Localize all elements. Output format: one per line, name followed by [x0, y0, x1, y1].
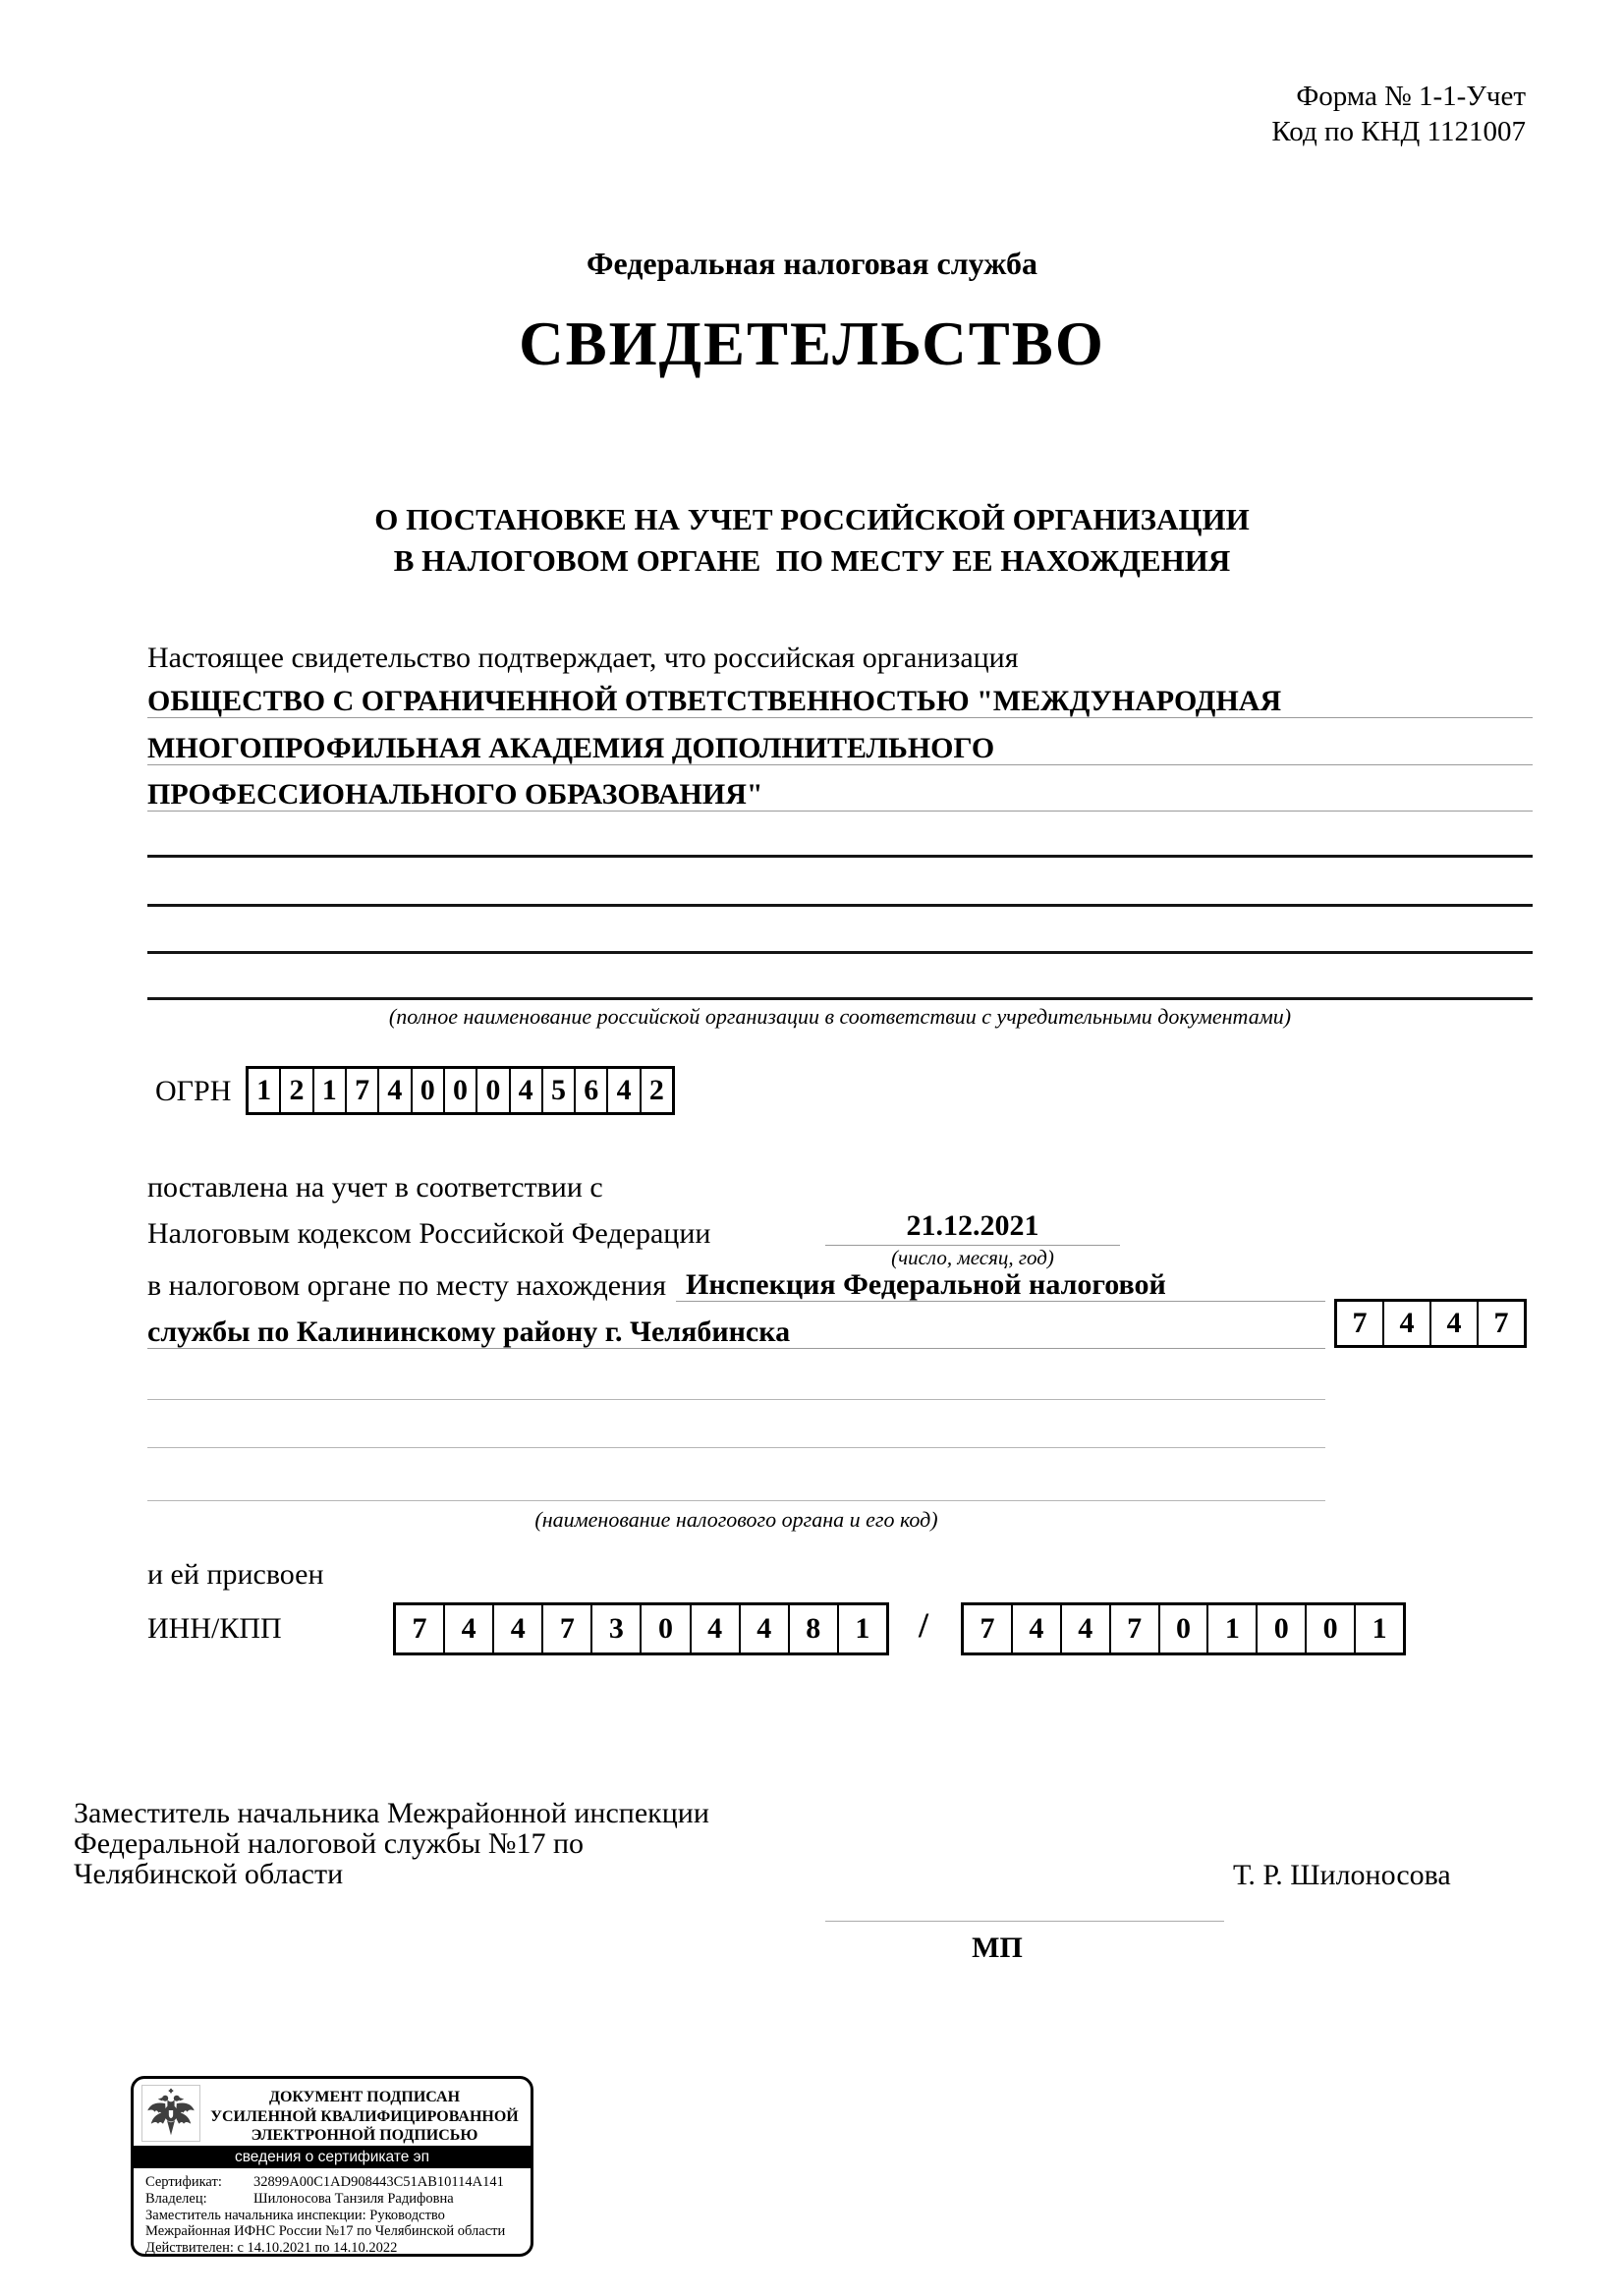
digit-cell: 4 [608, 1069, 641, 1112]
blank-line [147, 904, 1533, 907]
registration-text-line1: поставлена на учет в соответствии с [147, 1171, 603, 1204]
stamp-position-line: Заместитель начальника инспекции: Руководство [145, 2207, 445, 2223]
digit-cell: 4 [1384, 1302, 1431, 1345]
organization-name-line1: ОБЩЕСТВО С ОГРАНИЧЕННОЙ ОТВЕТСТВЕННОСТЬЮ "МЕЖДУНАРОДНАЯ [147, 685, 1533, 718]
tax-authority-caption: (наименование налогового органа и его код) [534, 1507, 938, 1532]
signature-line [825, 1921, 1224, 1922]
document-title: СВИДЕТЕЛЬСТВО [519, 309, 1105, 378]
inn-digit-boxes [393, 1602, 889, 1655]
signer-position-line2: Федеральной налоговой службы №17 по [74, 1827, 585, 1860]
registration-date-field [825, 1209, 1120, 1269]
digit-cell: 7 [1111, 1605, 1160, 1652]
form-code-block [1032, 79, 1526, 149]
digit-cell: 4 [445, 1605, 494, 1652]
registration-date-caption: (число, месяц, год) [891, 1246, 1054, 1269]
registration-date: 21.12.2021 [825, 1209, 1120, 1246]
organization-name-caption: (полное наименование российской организации в соответствии с учредительными документами) [388, 1004, 1292, 1029]
digit-cell: 0 [413, 1069, 445, 1112]
signer-position-block [74, 1798, 820, 1889]
tax-authority-row1 [147, 1268, 1325, 1302]
owner-label: Владелец: [145, 2190, 207, 2207]
digit-cell: 0 [1258, 1605, 1307, 1652]
digit-cell: 4 [741, 1605, 790, 1652]
coat-of-arms-icon [141, 2085, 200, 2142]
digit-cell: 7 [1337, 1302, 1384, 1345]
signer-name: Т. Р. Шилоносова [1233, 1859, 1451, 1891]
digit-cell: 0 [1307, 1605, 1356, 1652]
stamp-title-line3: ЭЛЕКТРОННОЙ ПОДПИСЬЮ [251, 2127, 478, 2144]
digit-cell: 2 [281, 1069, 313, 1112]
agency-name: Федеральная налоговая служба [586, 246, 1038, 281]
stamp-validity-line: Действителен: с 14.10.2021 по 14.10.2022 [145, 2240, 398, 2257]
subtitle-line2: В НАЛОГОВОМ ОРГАНЕ ПО МЕСТУ ЕЕ НАХОЖДЕНИЯ [393, 543, 1231, 578]
blank-line [147, 1500, 1325, 1501]
stamp-title-line1: ДОКУМЕНТ ПОДПИСАН [268, 2089, 461, 2105]
digit-cell: 1 [1372, 1612, 1387, 1645]
digit-cell: 1 [855, 1612, 870, 1645]
digit-cell: 4 [494, 1605, 543, 1652]
knd-code: Код по КНД 1121007 [1271, 116, 1526, 147]
digit-cell: 0 [445, 1069, 477, 1112]
organization-name-line3: ПРОФЕССИОНАЛЬНОГО ОБРАЗОВАНИЯ" [147, 778, 1533, 812]
digit-cell: 1 [314, 1069, 347, 1112]
electronic-signature-stamp [131, 2076, 533, 2257]
digit-cell: 4 [511, 1069, 543, 1112]
stamp-certificate-bar: сведения о сертификате эп [134, 2146, 531, 2168]
digit-cell: 6 [576, 1069, 608, 1112]
certificate-value: 32899A00C1AD908443C51AB10114A141 [253, 2174, 504, 2190]
digit-cell: 0 [642, 1605, 691, 1652]
owner-value: Шилоносова Танзиля Радифовна [253, 2190, 454, 2207]
subtitle-line1: О ПОСТАНОВКЕ НА УЧЕТ РОССИЙСКОЙ ОРГАНИЗАЦИИ [374, 502, 1250, 536]
document-subtitle [0, 499, 1624, 582]
signer-position-line3: Челябинской области [74, 1858, 344, 1890]
digit-cell: 4 [1013, 1605, 1062, 1652]
blank-line [147, 1399, 1325, 1400]
digit-cell: 0 [477, 1069, 510, 1112]
digit-cell: 7 [964, 1605, 1013, 1652]
ogrn-label: ОГРН [155, 1075, 232, 1107]
tax-authority-name-line2: службы по Калининскому району г. Челябинска [147, 1316, 1325, 1349]
digit-cell: 0 [1160, 1605, 1209, 1652]
ogrn-digit-boxes [246, 1066, 675, 1115]
digit-cell: 5 [543, 1069, 576, 1112]
digit-cell: 7 [543, 1605, 592, 1652]
inn-kpp-separator: / [918, 1605, 928, 1645]
digit-cell: 7 [347, 1069, 379, 1112]
tax-authority-intro: в налоговом органе по месту нахождения [147, 1269, 667, 1302]
blank-line [147, 1447, 1325, 1448]
kpp-digit-boxes [961, 1602, 1406, 1655]
seal-place-label: МП [972, 1932, 1023, 1964]
blank-line [147, 951, 1533, 954]
registration-text-line2: Налоговым кодексом Российской Федерации [147, 1217, 711, 1250]
intro-text: Настоящее свидетельство подтверждает, что российская организация [147, 642, 1019, 674]
blank-line [147, 855, 1533, 858]
assigned-text: и ей присвоен [147, 1558, 324, 1591]
digit-cell: 4 [1062, 1605, 1111, 1652]
digit-cell: 8 [790, 1605, 839, 1652]
stamp-certificate-info [145, 2174, 525, 2257]
stamp-title-line2: УСИЛЕННОЙ КВАЛИФИЦИРОВАННОЙ [210, 2107, 519, 2125]
signer-position-line1: Заместитель начальника Межрайонной инспекции [74, 1797, 709, 1829]
digit-cell: 4 [379, 1069, 412, 1112]
stamp-authority-line: Межрайонная ИФНС России №17 по Челябинской области [145, 2223, 506, 2240]
form-number: Форма № 1-1-Учет [1296, 81, 1526, 112]
digit-cell: 1 [1208, 1605, 1258, 1652]
digit-cell: 1 [249, 1069, 281, 1112]
certificate-label: Сертификат: [145, 2174, 222, 2190]
digit-cell: 4 [1431, 1302, 1479, 1345]
digit-cell: 3 [592, 1605, 642, 1652]
organization-name-line2: МНОГОПРОФИЛЬНАЯ АКАДЕМИЯ ДОПОЛНИТЕЛЬНОГО [147, 732, 1533, 765]
digit-cell: 7 [1493, 1307, 1509, 1339]
tax-authority-code-boxes [1334, 1299, 1527, 1348]
digit-cell: 4 [692, 1605, 741, 1652]
tax-authority-name-line1: Инспекция Федеральной налоговой [676, 1268, 1325, 1302]
digit-cell: 7 [396, 1605, 445, 1652]
stamp-title [204, 2088, 525, 2146]
blank-line [147, 997, 1533, 1000]
digit-cell: 2 [648, 1074, 664, 1106]
inn-kpp-label: ИНН/КПП [147, 1612, 282, 1645]
